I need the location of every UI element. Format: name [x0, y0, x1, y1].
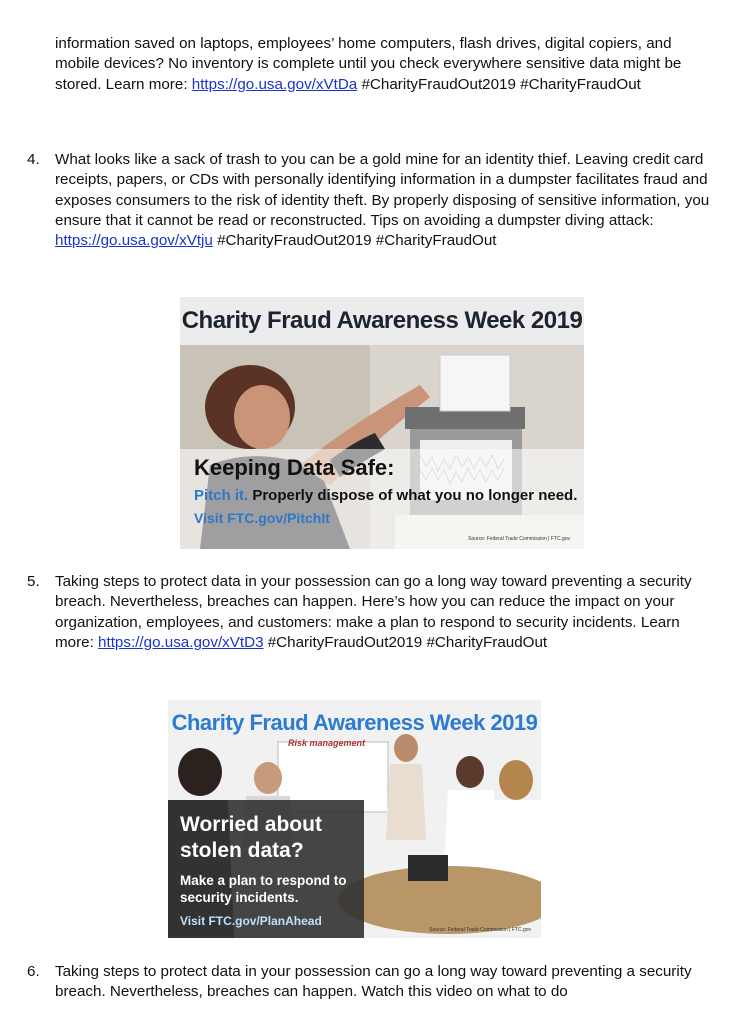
caption-accent: Pitch it.: [194, 487, 249, 504]
caption-line-1: Make a plan to respond to security incidents.: [180, 873, 347, 905]
caption-heading: Worried about stolen data?: [180, 813, 322, 862]
list-number: 5.: [27, 573, 40, 590]
caption-line-1: [194, 487, 577, 504]
hashtags: #CharityFraudOut2019 #CharityFraudOut: [357, 75, 641, 93]
paragraph-text: Taking steps to protect data in your possession can go a long way toward preventing a security breach. Nevertheless, breaches can happen. Here’s how you can reduce the impact on your organization, employees, and customers: make a plan to respond to security incidents. Learn more:: [55, 573, 692, 651]
learn-more-link[interactable]: https://go.usa.gov/xVtD3: [98, 633, 264, 651]
hashtags: #CharityFraudOut2019 #CharityFraudOut: [212, 232, 497, 250]
list-number: 6.: [27, 963, 40, 980]
dumpster-tips-link[interactable]: https://go.usa.gov/xVtju: [55, 232, 213, 250]
list-item-5: [27, 572, 710, 653]
banner-source: Source: Federal Trade Commission | FTC.gov: [468, 536, 570, 542]
banner-source: Source: Federal Trade Commission | FTC.gov: [429, 927, 531, 933]
easel-text: Risk management: [288, 738, 366, 748]
paragraph-3-continued: [55, 34, 710, 95]
caption-line-2: Visit FTC.gov/PitchIt: [194, 510, 330, 526]
list-item-6: [27, 962, 710, 1003]
learn-more-link[interactable]: https://go.usa.gov/xVtDa: [191, 75, 358, 93]
banner-title: Charity Fraud Awareness Week 2019: [181, 307, 583, 334]
caption-heading: Keeping Data Safe:: [194, 455, 395, 480]
caption-line-1-text: Properly dispose of what you no longer need.: [248, 487, 578, 504]
list-number: 4.: [27, 151, 40, 168]
keeping-data-safe-banner: [180, 297, 584, 549]
paragraph-text: Taking steps to protect data in your possession can go a long way toward preventing a security breach. Nevertheless, breaches can happen. Watch this video on what to do: [55, 963, 692, 1001]
worried-about-stolen-data-banner: [168, 700, 541, 938]
caption-line-2: Visit FTC.gov/PlanAhead: [180, 914, 322, 928]
hashtags: #CharityFraudOut2019 #CharityFraudOut: [263, 633, 548, 651]
paragraph-text: What looks like a sack of trash to you can be a gold mine for an identity thief. Leaving credit card receipts, papers, or CDs with personally identifying information in a dumpster facilitates fraud and exposes consumers to the risk of identity theft. By properly disposing of sensitive information, you ensure that it cannot be read or reconstructed. Tips on avoiding a dumpster diving attack:: [55, 151, 710, 229]
paragraph-text: information saved on laptops, employees’ home computers, flash drives, digital copiers, and mobile devices? No inventory is complete until you check everywhere sensitive data might be stored. Learn more:: [55, 35, 682, 93]
list-item-4: [27, 150, 710, 251]
banner-title: Charity Fraud Awareness Week 2019: [171, 710, 538, 735]
